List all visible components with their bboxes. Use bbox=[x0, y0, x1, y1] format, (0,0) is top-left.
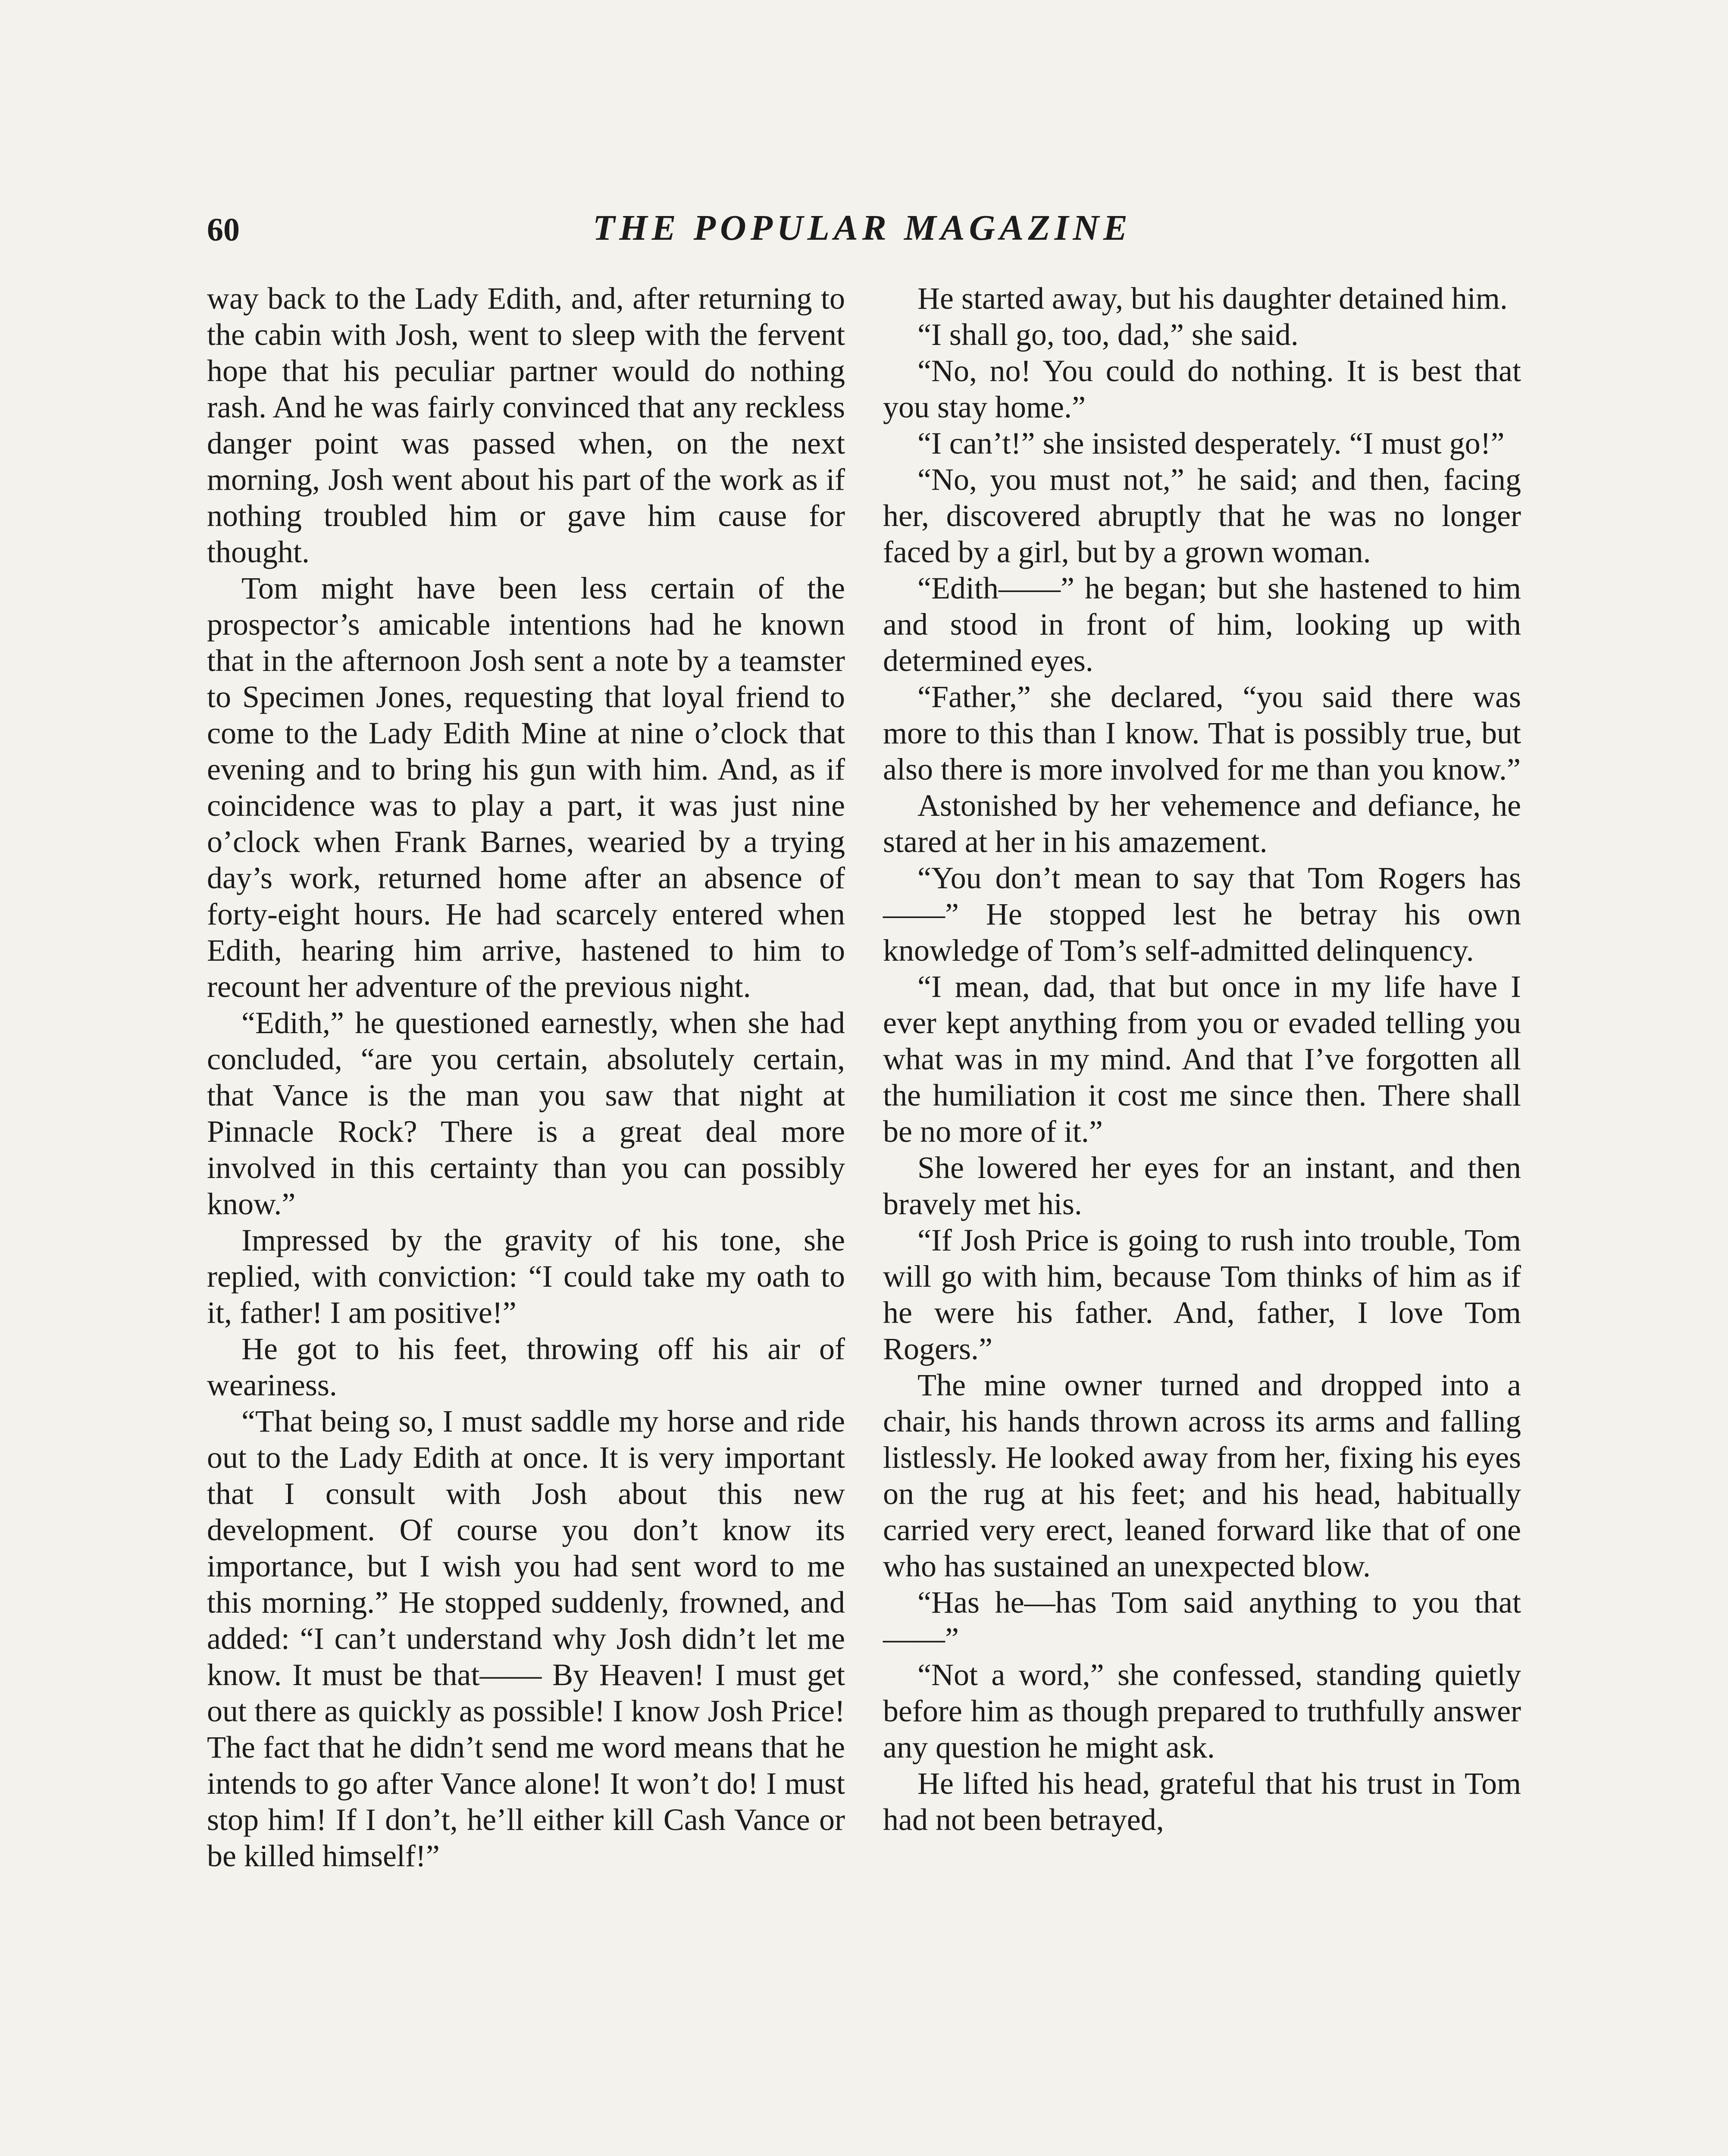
paragraph: Tom might have been less certain of the prospector’s amicable intentions had he known that in the afternoon Josh sent a note by a teamster to Specimen Jones, requesting that loyal friend to come to the Lady Edith Mine at nine o’clock that evening and to bring his gun with him. And, as if coincidence was to play a part, it was just nine o’clock when Frank Barnes, wearied by a trying day’s work, returned home after an absence of forty-eight hours. He had scarcely entered when Edith, hearing him arrive, hastened to him to recount her adventure of the previous night. bbox=[207, 571, 845, 1004]
paragraph: “That being so, I must saddle my horse and ride out to the Lady Edith at once. It is very important that I consult with Josh about this new development. Of course you don’t know its importance, but I wish you had sent word to me this morning.” He stopped suddenly, frowned, and added: “I can’t understand why Josh didn’t let me know. It must be that—— By Heaven! I must get out there as quickly as possible! I know Josh Price! The fact that he didn’t send me word means that he intends to go after Vance alone! It won’t do! I must stop him! If I don’t, he’ll either kill Cash Vance or be killed himself!” bbox=[207, 1404, 845, 1873]
paragraph: He got to his feet, throwing off his air of weariness. bbox=[207, 1332, 845, 1402]
paragraph: “I mean, dad, that but once in my life have I ever kept anything from you or evaded telling you what was in my mind. And that I’ve forgotten all the humiliation it cost me since then. There shall be no more of it.” bbox=[883, 969, 1521, 1149]
paragraph: “I shall go, too, dad,” she said. bbox=[917, 317, 1299, 352]
paragraph: He started away, but his daughter detained him. bbox=[917, 281, 1508, 316]
paragraph: He lifted his head, grateful that his trust in Tom had not been betrayed, bbox=[883, 1766, 1521, 1837]
paragraph: “Father,” she declared, “you said there was more to this than I know. That is possibly true, but also there is more involved for me than you know.” bbox=[883, 680, 1521, 787]
paragraph: She lowered her eyes for an instant, and then bravely met his. bbox=[883, 1150, 1521, 1221]
paragraph: Impressed by the gravity of his tone, she replied, with conviction: “I could take my oath to it, father! I am positive!” bbox=[207, 1223, 845, 1330]
paragraph: “Edith——” he began; but she hastened to him and stood in front of him, looking up with determined eyes. bbox=[883, 571, 1521, 678]
paragraph: “If Josh Price is going to rush into trouble, Tom will go with him, because Tom thinks of him as if he were his father. And, father, I love Tom Rogers.” bbox=[883, 1223, 1521, 1366]
left-column bbox=[207, 280, 845, 1874]
paragraph: “Has he—has Tom said anything to you that——” bbox=[883, 1585, 1521, 1656]
right-column bbox=[883, 280, 1521, 1838]
paragraph: “I can’t!” she insisted desperately. “I must go!” bbox=[917, 426, 1505, 461]
paragraph: way back to the Lady Edith, and, after returning to the cabin with Josh, went to sleep with the fervent hope that his peculiar partner would do nothing rash. And he was fairly convinced that any reckless danger point was passed when, on the next morning, Josh went about his part of the work as if nothing troubled him or gave him cause for thought. bbox=[207, 281, 845, 569]
paragraph: Astonished by her vehemence and defiance, he stared at her in his amazement. bbox=[883, 788, 1521, 859]
paragraph: “No, you must not,” he said; and then, facing her, discovered abruptly that he was no longer faced by a girl, but by a grown woman. bbox=[883, 462, 1521, 569]
paragraph: “Edith,” he questioned earnestly, when she had concluded, “are you certain, absolutely certain, that Vance is the man you saw that night at Pinnacle Rock? There is a great deal more involved in this certainty than you can possibly know.” bbox=[207, 1006, 845, 1221]
page-header bbox=[207, 207, 1518, 267]
paragraph: “You don’t mean to say that Tom Rogers has——” He stopped lest he betray his own knowledge of Tom’s self-admitted delinquency. bbox=[883, 861, 1521, 968]
paragraph: The mine owner turned and dropped into a chair, his hands thrown across its arms and falling listlessly. He looked away from her, fixing his eyes on the rug at his feet; and his head, habitually carried very erect, leaned forward like that of one who has sustained an unexpected blow. bbox=[883, 1368, 1521, 1583]
paragraph: “No, no! You could do nothing. It is best that you stay home.” bbox=[883, 354, 1521, 424]
paragraph: “Not a word,” she confessed, standing quietly before him as though prepared to truthfully answer any question he might ask. bbox=[883, 1658, 1521, 1764]
magazine-title: THE POPULAR MAGAZINE bbox=[592, 208, 1132, 248]
page-number: 60 bbox=[207, 212, 240, 248]
